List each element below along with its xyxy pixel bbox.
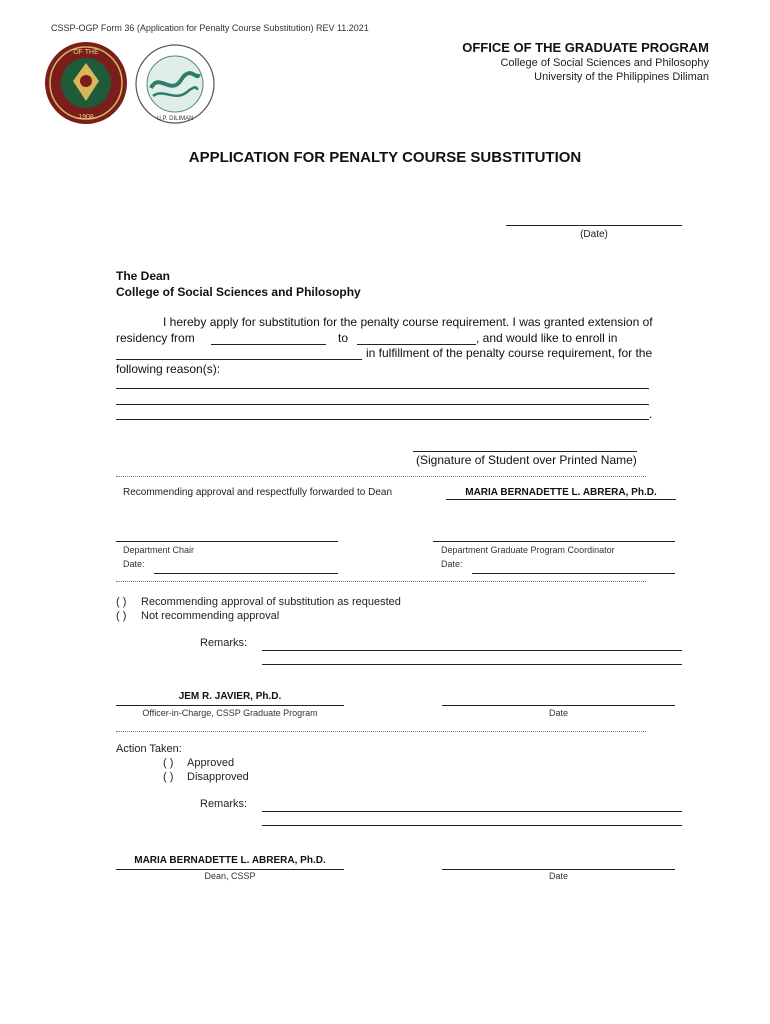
dean-signature-line[interactable] — [116, 869, 344, 870]
dept-chair-signature-line[interactable] — [116, 541, 338, 542]
dept-chair-date-field[interactable] — [154, 573, 338, 574]
divider-2 — [116, 581, 646, 582]
date-label: (Date) — [580, 229, 608, 240]
coordinator-date-label: Date: — [441, 559, 463, 569]
body-line-3: in fulfillment of the penalty course requirement, for the — [366, 346, 653, 360]
addressee-college: College of Social Sciences and Philosophy — [116, 285, 361, 299]
dean-date-label: Date — [548, 871, 568, 881]
dept-chair-label: Department Chair — [123, 545, 195, 555]
svg-text:OF THE: OF THE — [73, 49, 99, 56]
oic-signature-line[interactable] — [116, 705, 344, 706]
action-taken-label: Action Taken: — [116, 743, 182, 755]
form-title: APPLICATION FOR PENALTY COURSE SUBSTITUTION — [188, 149, 582, 166]
oic-name: JEM R. JAVIER, Ph.D. — [178, 691, 282, 702]
body-line-4: following reason(s): — [116, 362, 221, 376]
oic-date-line[interactable] — [442, 705, 675, 706]
dean-date-line[interactable] — [442, 869, 675, 870]
signature-label: (Signature of Student over Printed Name) — [416, 453, 637, 467]
approved-label: Approved — [187, 757, 235, 769]
college-name: College of Social Sciences and Philosophy — [500, 57, 709, 69]
disapproved-checkbox[interactable]: ( ) — [163, 771, 174, 783]
remarks-label-1: Remarks: — [200, 637, 248, 649]
not-recommend-checkbox[interactable]: ( ) — [116, 610, 127, 622]
remarks-label-2: Remarks: — [200, 798, 248, 810]
body-line-2b: to — [338, 331, 349, 345]
form-code: CSSP-OGP Form 36 (Application for Penalty Course Substitution) REV 11.2021 — [51, 23, 369, 33]
divider-3 — [116, 731, 646, 732]
svg-text:1908: 1908 — [78, 114, 94, 121]
office-title: OFFICE OF THE GRADUATE PROGRAM — [462, 40, 709, 55]
reason-line-1[interactable] — [116, 388, 649, 389]
approve-checkbox[interactable]: ( ) — [116, 596, 127, 608]
reason-period: . — [649, 407, 653, 421]
body-line-2a: residency from — [116, 331, 195, 345]
university-name: University of the Philippines Diliman — [534, 71, 709, 83]
remarks-line-2a[interactable] — [262, 811, 682, 812]
student-signature-line[interactable] — [413, 451, 637, 452]
up-seal-logo — [44, 41, 128, 125]
remarks-line-1a[interactable] — [262, 650, 682, 651]
oic-title: Officer-in-Charge, CSSP Graduate Program — [142, 708, 318, 718]
residency-to-field[interactable] — [357, 344, 476, 345]
date-line[interactable] — [506, 225, 682, 226]
reason-line-3[interactable] — [116, 419, 649, 420]
disapproved-label: Disapproved — [187, 771, 249, 783]
recommend-dean-name: MARIA BERNADETTE L. ABRERA, Ph.D. — [465, 487, 657, 498]
coordinator-date-field[interactable] — [472, 573, 675, 574]
dean-title: Dean, CSSP — [204, 871, 256, 881]
recommend-text: Recommending approval and respectfully forwarded to Dean — [123, 487, 393, 498]
cssp-seal-logo — [135, 44, 215, 124]
course-field[interactable] — [116, 359, 362, 360]
option-recommend-label: Recommending approval of substitution as requested — [141, 596, 401, 608]
svg-text:U.P. DILIMAN: U.P. DILIMAN — [156, 116, 194, 122]
dean-name: MARIA BERNADETTE L. ABRERA, Ph.D. — [134, 855, 326, 866]
divider-1 — [116, 476, 646, 477]
dept-chair-date-label: Date: — [123, 559, 145, 569]
coordinator-signature-line[interactable] — [433, 541, 675, 542]
coordinator-label: Department Graduate Program Coordinator — [441, 545, 615, 555]
body-line-2c: , and would like to enroll in — [476, 331, 618, 345]
reason-line-2[interactable] — [116, 404, 649, 405]
approved-checkbox[interactable]: ( ) — [163, 757, 174, 769]
remarks-line-1b[interactable] — [262, 664, 682, 665]
residency-from-field[interactable] — [211, 344, 326, 345]
remarks-line-2b[interactable] — [262, 825, 682, 826]
option-not-recommend-label: Not recommending approval — [141, 610, 280, 622]
body-line-1: I hereby apply for substitution for the penalty course requirement. I was granted extension of — [163, 315, 653, 329]
addressee-dean: The Dean — [116, 269, 171, 283]
recommend-name-line — [446, 499, 676, 500]
oic-date-label: Date — [548, 708, 568, 718]
